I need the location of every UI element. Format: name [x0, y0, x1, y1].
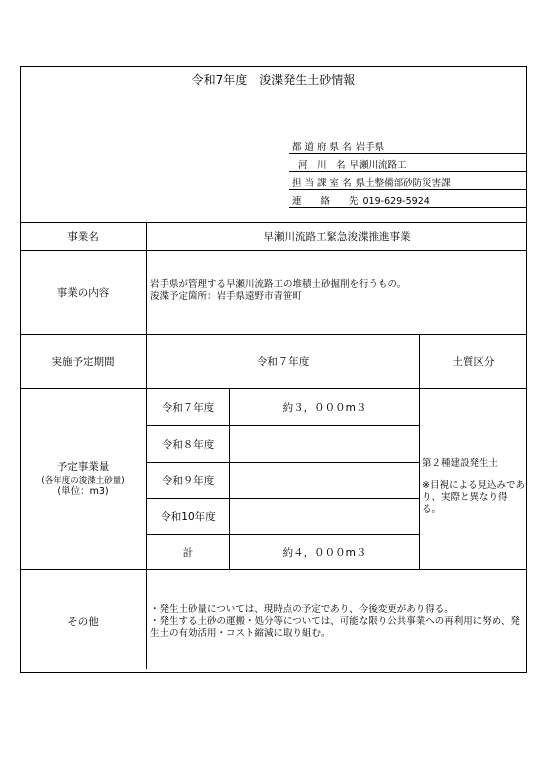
soil-type: 第２種建設発生土 — [422, 458, 499, 469]
river-label: 河 川 名 — [298, 160, 346, 171]
info-divider-4 — [289, 207, 527, 208]
river-row — [298, 157, 407, 171]
volume-label — [20, 388, 146, 569]
period-label: 実施予定期間 — [51, 355, 115, 368]
volume-label-main: 予定事業量 — [56, 461, 110, 473]
project-content-label: 事業の内容 — [56, 286, 110, 299]
volume-amount-cell — [230, 499, 419, 534]
volume-amount-cell: 約３，０００m３ — [282, 401, 367, 414]
section-label: 担 当 課 室 名 — [292, 178, 352, 189]
document-title: 令和7年度 浚渫発生土砂情報 — [191, 72, 356, 87]
info-divider-2 — [289, 171, 527, 172]
volume-year-cell: 令和７年度 — [161, 401, 215, 414]
river-value: 早瀬川流路工 — [349, 160, 407, 171]
volume-amount-cell — [230, 426, 419, 462]
project-name-label: 事業名 — [67, 230, 99, 243]
soil-note: ※目視による見込みであり、実際と異なり得る。 — [422, 480, 525, 515]
other-text — [150, 604, 523, 640]
volume-label-unit: (単位：m3) — [57, 486, 109, 497]
volume-year-cell: 令和８年度 — [161, 438, 215, 451]
project-content-line: 浚渫予定箇所：岩手県遠野市青笹町 — [150, 291, 303, 302]
volume-year-cell: 令和10年度 — [160, 511, 216, 523]
volume-amount-cell — [230, 463, 419, 498]
prefecture-label: 都 道 府 県 名 — [292, 142, 352, 153]
period-value: 令和７年度 — [256, 355, 310, 368]
contact-value: 019-629-5924 — [362, 196, 430, 207]
volume-total-amount: 約４，０００m３ — [282, 546, 367, 559]
info-divider-3 — [289, 189, 527, 190]
volume-label-sub: (各年度の浚渫土砂量) — [41, 476, 125, 486]
soil-header: 土質区分 — [452, 355, 495, 368]
contact-row — [292, 193, 430, 207]
section-value: 県土整備部砂防災害課 — [355, 178, 451, 189]
prefecture-row — [292, 139, 384, 153]
volume-year-cell: 令和９年度 — [161, 475, 215, 487]
other-label: その他 — [67, 615, 99, 628]
info-divider-1 — [289, 153, 527, 154]
other-line: ・発生する土砂の運搬・処分等については、可能な限り公共事業への再利用に努め、発生土の有効活用・コスト縮減に取り組む。 — [150, 616, 520, 639]
project-content-line: 岩手県が管理する早瀬川流路工の堆積土砂掘削を行うもの。 — [150, 279, 407, 290]
contact-label: 連 絡 先 — [292, 196, 359, 207]
project-content-text — [150, 279, 525, 303]
other-line: ・発生土砂量については、現時点の予定であり、今後変更があり得る。 — [150, 604, 454, 615]
project-name-value: 早瀬川流路工緊急浚渫推進事業 — [263, 230, 411, 243]
section-row — [292, 175, 451, 189]
soil-type-cell — [422, 458, 525, 516]
volume-total-label: 計 — [182, 546, 194, 559]
prefecture-value: 岩手県 — [355, 142, 385, 153]
